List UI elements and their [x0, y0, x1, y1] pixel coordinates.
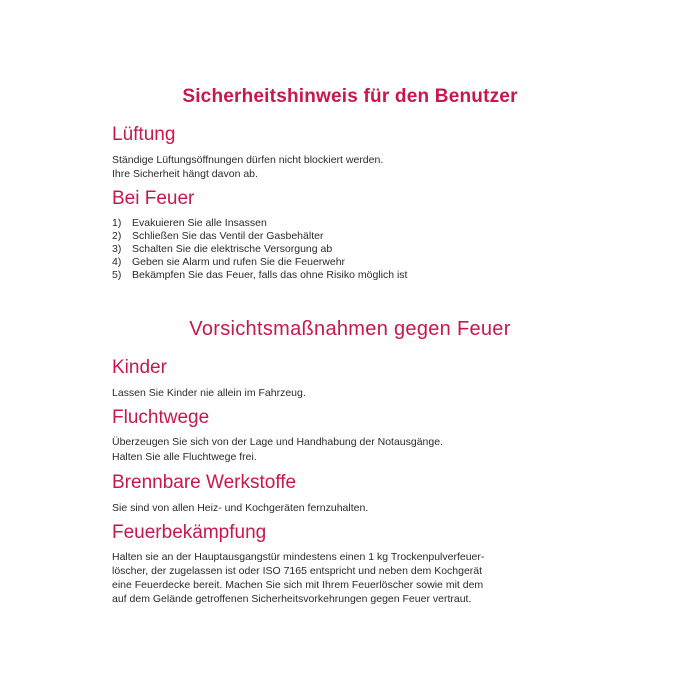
heading-bei-feuer: Bei Feuer — [112, 188, 195, 209]
list-item-number: 4) — [112, 256, 122, 268]
list-item-number: 2) — [112, 230, 122, 242]
list-item-number: 3) — [112, 243, 122, 255]
fluchtwege-text-line1: Überzeugen Sie sich von der Lage und Handhabung der Notausgänge. — [112, 436, 443, 448]
kinder-text-line1: Lassen Sie Kinder nie allein im Fahrzeug. — [112, 387, 306, 399]
lueftung-text-line2: Ihre Sicherheit hängt davon ab. — [112, 168, 258, 180]
heading-lueftung: Lüftung — [112, 124, 176, 145]
list-item — [112, 217, 407, 230]
list-item — [112, 243, 407, 256]
heading-fluchtwege: Fluchtwege — [112, 407, 210, 428]
heading-feuerbekaempfung: Feuerbekämpfung — [112, 522, 267, 543]
feuerbekaempfung-text-line4: auf dem Gelände getroffenen Sicherheitsvorkehrungen gegen Feuer vertraut. — [112, 593, 472, 605]
list-item-text: Schließen Sie das Ventil der Gasbehälter — [132, 230, 324, 242]
list-item-number: 1) — [112, 217, 122, 229]
list-item — [112, 256, 407, 269]
list-item-text: Schalten Sie die elektrische Versorgung ab — [132, 243, 333, 255]
feuerbekaempfung-text-line2: löscher, der zugelassen ist oder ISO 7165 entspricht und neben dem Kochgerät — [112, 565, 483, 577]
lueftung-text-line1: Ständige Lüftungsöffnungen dürfen nicht blockiert werden. — [112, 154, 384, 166]
heading-brennbare-werkstoffe: Brennbare Werkstoffe — [112, 472, 297, 493]
section-title: Vorsichtsmaßnahmen gegen Feuer — [189, 318, 511, 340]
list-item — [112, 269, 407, 282]
heading-kinder: Kinder — [112, 357, 167, 378]
list-item-text: Geben sie Alarm und rufen Sie die Feuerwehr — [132, 256, 346, 268]
list-item-number: 5) — [112, 269, 122, 281]
brennbare-text-line1: Sie sind von allen Heiz- und Kochgeräten fernzuhalten. — [112, 502, 369, 514]
fluchtwege-text-line2: Halten Sie alle Fluchtwege frei. — [112, 451, 257, 463]
page-title: Sicherheitshinweis für den Benutzer — [182, 86, 518, 107]
feuerbekaempfung-text-line1: Halten sie an der Hauptausgangstür mindestens einen 1 kg Trockenpulverfeuer- — [112, 551, 485, 563]
list-item-text: Evakuieren Sie alle Insassen — [132, 217, 267, 229]
list-item-text: Bekämpfen Sie das Feuer, falls das ohne Risiko möglich ist — [132, 269, 408, 281]
feuerbekaempfung-text-line3: eine Feuerdecke bereit. Machen Sie sich mit Ihrem Feuerlöscher sowie mit dem — [112, 579, 484, 591]
list-item — [112, 230, 407, 243]
fire-steps-list — [112, 217, 407, 282]
